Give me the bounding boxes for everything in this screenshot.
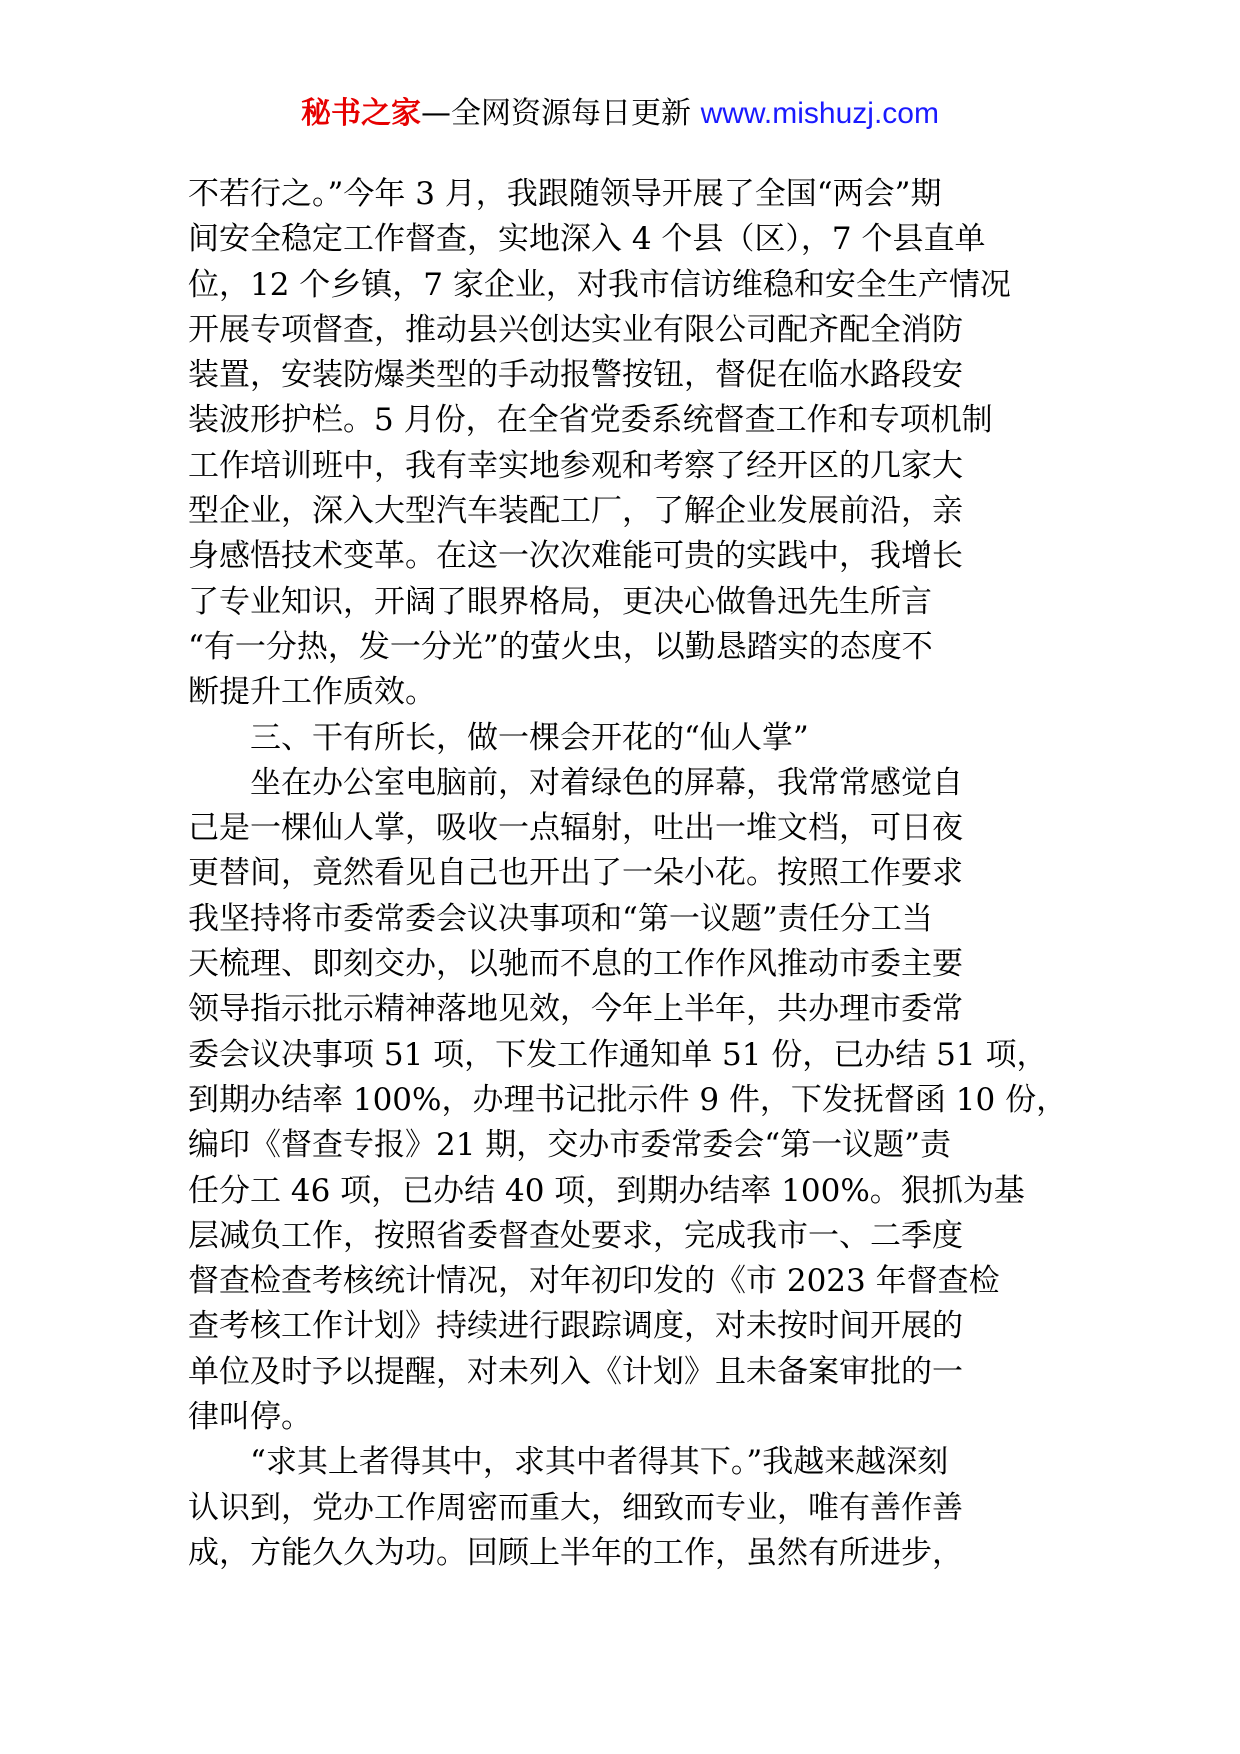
site-brand: 秘书之家 <box>301 96 422 131</box>
text-line: 位，12 个乡镇，7 家企业，对我市信访维稳和安全生产情况 <box>188 266 1011 303</box>
text-line: 坐在办公室电脑前，对着绿色的屏幕，我常常感觉自 <box>250 764 963 801</box>
site-url-link[interactable]: www.mishuzj.com <box>700 97 939 130</box>
text-line: 更替间，竟然看见自己也开出了一朵小花。按照工作要求 <box>188 855 963 892</box>
text-line: 单位及时予以提醒，对未列入《计划》且未备案审批的一 <box>188 1353 963 1390</box>
text-line: 间安全稳定工作督查，实地深入 4 个县（区），7 个县直单 <box>188 221 986 258</box>
text-line: 不若行之。”今年 3 月，我跟随领导开展了全国“两会”期 <box>188 176 942 212</box>
text-line: 工作培训班中，我有幸实地参观和考察了经开区的几家大 <box>188 447 963 484</box>
text-line: 成，方能久久为功。回顾上半年的工作，虽然有所进步， <box>188 1534 963 1571</box>
text-line: 领导指示批示精神落地见效，今年上半年，共办理市委常 <box>188 991 963 1028</box>
text-line: 编印《督查专报》21 期，交办市委常委会“第一议题”责 <box>188 1127 951 1164</box>
text-line: 己是一棵仙人掌，吸收一点辐射，吐出一堆文档，可日夜 <box>188 810 963 847</box>
site-header <box>0 94 1240 134</box>
text-line: 天梳理、即刻交办，以驰而不息的工作作风推动市委主要 <box>188 946 963 983</box>
text-line: “有一分热，发一分光”的萤火虫，以勤恳踏实的态度不 <box>188 628 933 665</box>
text-line: 装置，安装防爆类型的手动报警按钮，督促在临水路段安 <box>188 357 963 394</box>
text-line: 到期办结率 100%，办理书记批示件 9 件，下发抚督函 10 份， <box>188 1081 1068 1118</box>
site-slogan: —全网资源每日更新 <box>421 96 701 131</box>
text-line: 开展专项督查，推动县兴创达实业有限公司配齐配全消防 <box>188 311 963 348</box>
text-line: 层减负工作，按照省委督查处要求，完成我市一、二季度 <box>188 1217 963 1254</box>
text-line: 委会议决事项 51 项，下发工作通知单 51 份，已办结 51 项， <box>188 1036 1048 1073</box>
text-line: 律叫停。 <box>188 1399 312 1436</box>
text-line: 了专业知识，开阔了眼界格局，更决心做鲁迅先生所言 <box>188 583 932 620</box>
text-line: 断提升工作质效。 <box>188 674 436 711</box>
text-line: 认识到，党办工作周密而重大，细致而专业，唯有善作善 <box>188 1489 963 1526</box>
text-line: 督查检查考核统计情况，对年初印发的《市 2023 年督查检 <box>188 1263 1000 1300</box>
text-line: “求其上者得其中，求其中者得其下。”我越来越深刻 <box>250 1444 949 1481</box>
text-line: 我坚持将市委常委会议决事项和“第一议题”责任分工当 <box>188 900 933 937</box>
section-heading: 三、干有所长，做一棵会开花的“仙人掌” <box>250 719 809 756</box>
text-line: 型企业，深入大型汽车装配工厂，了解企业发展前沿，亲 <box>188 493 963 530</box>
text-line: 查考核工作计划》持续进行跟踪调度，对未按时间开展的 <box>188 1308 963 1345</box>
text-line: 身感悟技术变革。在这一次次难能可贵的实践中，我增长 <box>188 538 963 575</box>
text-line: 任分工 46 项，已办结 40 项，到期办结率 100%。狠抓为基 <box>188 1172 1025 1209</box>
document-body <box>188 172 1068 1576</box>
text-line: 装波形护栏。5 月份，在全省党委系统督查工作和专项机制 <box>188 402 993 439</box>
